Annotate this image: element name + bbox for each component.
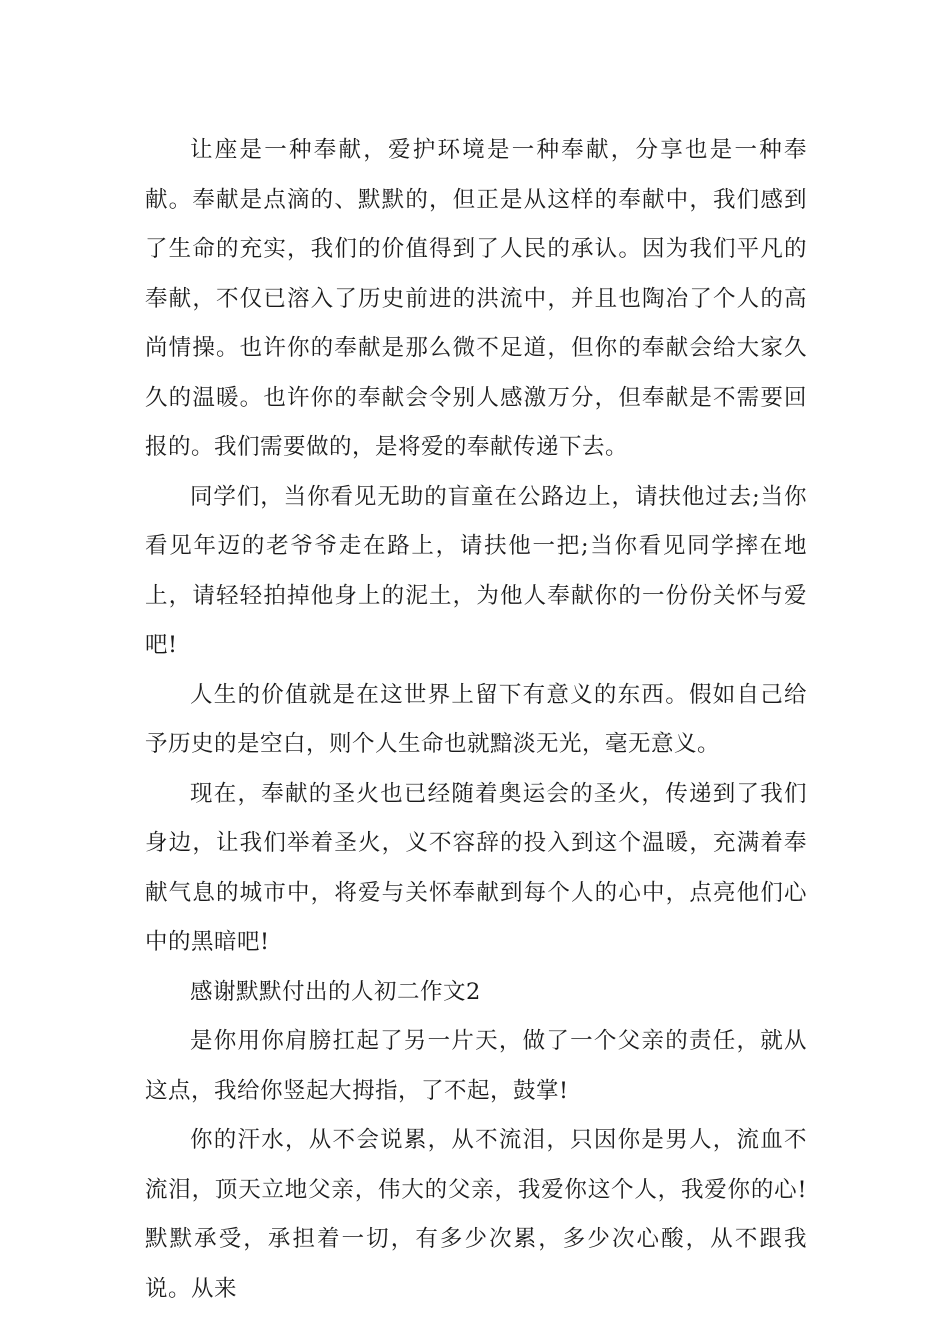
paragraph-3: 人生的价值就是在这世界上留下有意义的东西。假如自己给予历史的是空白，则个人生命也就黯淡无光，毫无意义。 [145,681,807,757]
paragraph-4: 现在，奉献的圣火也已经随着奥运会的圣火，传递到了我们身边，让我们举着圣火，义不容辞的投入到这个温暖，充满着奉献气息的城市中，将爱与关怀奉献到每个人的心中，点亮他们心中的黑暗吧! [145,780,807,955]
section-heading: 感谢默默付出的人初二作文2 [190,978,481,1005]
document-body [145,126,807,1314]
paragraph-1: 让座是一种奉献，爱护环境是一种奉献，分享也是一种奉献。奉献是点滴的、默默的，但正是从这样的奉献中，我们感到了生命的充实，我们的价值得到了人民的承认。因为我们平凡的奉献，不仅已溶入了历史前进的洪流中，并且也陶冶了个人的高尚情操。也许你的奉献是那么微不足道，但你的奉献会给大家久久的温暖。也许你的奉献会令别人感激万分，但奉献是不需要回报的。我们需要做的，是将爱的奉献传递下去。 [145,137,807,460]
paragraph-5: 是你用你肩膀扛起了另一片天，做了一个父亲的责任，就从这点，我给你竖起大拇指，了不起，鼓掌! [145,1028,807,1104]
paragraph-6: 你的汗水，从不会说累，从不流泪，只因你是男人，流血不流泪，顶天立地父亲，伟大的父亲，我爱你这个人，我爱你的心!默默承受，承担着一切，有多少次累，多少次心酸，从不跟我说。从来 [145,1127,807,1302]
paragraph-2: 同学们，当你看见无助的盲童在公路边上，请扶他过去;当你看见年迈的老爷爷走在路上，请扶他一把;当你看见同学摔在地上，请轻轻拍掉他身上的泥土，为他人奉献你的一份份关怀与爱吧! [145,483,807,658]
